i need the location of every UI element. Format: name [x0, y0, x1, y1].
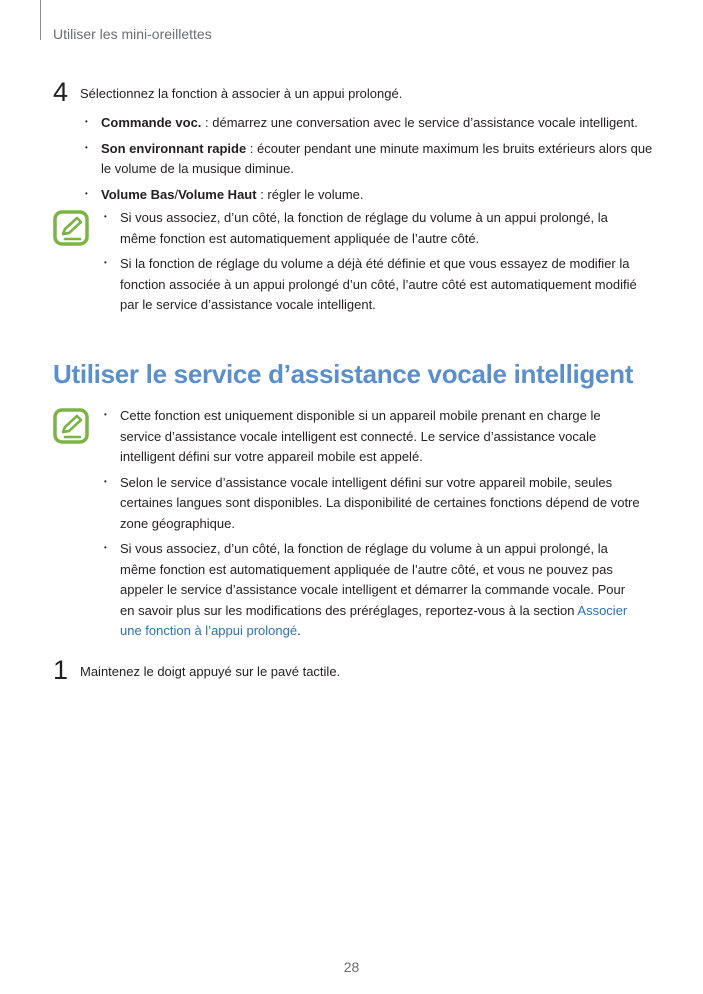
note-pencil-icon: [53, 408, 89, 444]
function-options-list: [83, 113, 653, 210]
header-title: Utiliser les mini-oreillettes: [53, 26, 212, 42]
list-item: [102, 539, 642, 642]
list-item: • Cette fonction est uniquement disponible si un appareil mobile prenant en charge le service d’assistance vocale intelligent est connecté. Le service d’assistance vocale intelligent défini sur votre appareil mobile est appelé.: [102, 406, 642, 468]
option-label: Volume Haut: [178, 186, 257, 202]
header-rule: [40, 0, 41, 40]
option-label: Volume Bas: [101, 186, 175, 202]
step-number: 4: [53, 77, 69, 107]
note-pencil-icon: [53, 210, 89, 246]
note-list: [102, 208, 642, 321]
option-text: : écouter pendant une minute maximum les bruits extérieurs alors que le volume de la musique diminue.: [101, 140, 653, 176]
option-text: : régler le volume.: [256, 186, 364, 202]
list-item: • Si vous associez, d’un côté, la fonction de réglage du volume à un appui prolongé, la même fonction est automatiquement appliquée de l’autre côté.: [102, 208, 642, 249]
section-title: Utiliser le service d’assistance vocale intelligent: [53, 359, 634, 389]
associate-function-link[interactable]: Associer une fonction à l’appui prolongé: [120, 602, 628, 638]
list-item: [83, 139, 653, 180]
list-item: [83, 185, 653, 206]
list-item: • Selon le service d’assistance vocale intelligent défini sur votre appareil mobile, seules certaines langues sont disponibles. La disponibilité de certaines fonctions dépend de votre zone géographique.: [102, 473, 642, 535]
list-item: • Si la fonction de réglage du volume a déjà été définie et que vous essayez de modifier la fonction associée à un appui prolongé d’un côté, l’autre côté est automatiquement modifié par le service d’assistance vocale intelligent.: [102, 254, 642, 316]
step-text: Maintenez le doigt appuyé sur le pavé tactile.: [80, 664, 341, 679]
step-number: 1: [53, 655, 69, 685]
list-item: [83, 113, 653, 134]
step-text: Sélectionnez la fonction à associer à un appui prolongé.: [80, 86, 403, 101]
note-list: [102, 406, 642, 647]
option-separator: /: [174, 186, 179, 202]
option-label: Commande voc.: [101, 115, 202, 130]
note-text-end: .: [297, 623, 301, 638]
option-label: Son environnant rapide: [101, 140, 247, 156]
note-text: Si vous associez, d’un côté, la fonction de réglage du volume à un appui prolongé, la même fonction est automatiquement appliquée de l’autre côté, et vous ne pouvez pas appeler le service d’assistance vocale intelligent et démarrer la commande vocale. Pour en savoir plus sur les modifications des préréglages, reportez-vous à la section: [120, 541, 626, 618]
option-text: : démarrez une conversation avec le service d’assistance vocale intelligent.: [201, 115, 638, 130]
page-number: 28: [343, 959, 360, 975]
